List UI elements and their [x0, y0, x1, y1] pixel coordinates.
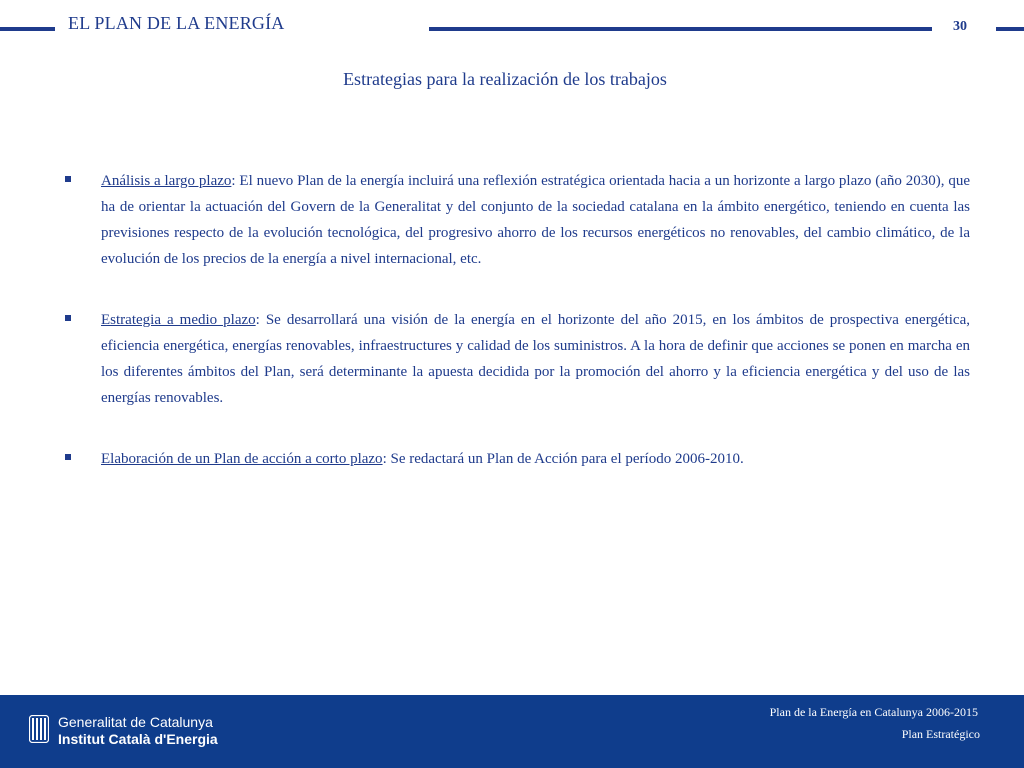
bullet-body-long-term: : El nuevo Plan de la energía incluirá una reflexión estratégica orientada hacia a un horizonte a largo plazo (año 2030), que ha de orientar la actuación del Govern de la Generalitat y del conjunto de la sociedad catalana en la ámbito energético, teniendo en cuenta las previsiones respecto de la evolución tecnológica, del progresivo ahorro de los recursos energéticos no renovables, del cambio climático, de la evolución de los precios de la energía a nivel internacional, etc. [101, 173, 970, 267]
logo-text-institut: Institut Català d'Energia [58, 731, 218, 747]
bullet-paragraph [101, 307, 970, 411]
bullet-item-short-term [62, 446, 970, 472]
square-bullet-icon [65, 176, 71, 182]
page-number: 30 [953, 19, 967, 34]
bullet-body-medium-term: : Se desarrollará una visión de la energía en el horizonte del año 2015, en los ámbitos de prospectiva energética, eficiencia energética, energías renovables, infraestructures y calidad de los suministros. A la hora de definir que acciones se ponen en marcha en los diferentes ámbitos del Plan, será determinante la apuesta decidida por la promoción del ahorro y la eficiencia energética y del uso de las energías renovables. [101, 312, 970, 406]
bullet-heading-long-term: Análisis a largo plazo [101, 173, 232, 189]
logo-text-generalitat: Generalitat de Catalunya [58, 714, 213, 730]
slide-title: Estrategias para la realización de los trabajos [343, 69, 667, 89]
generalitat-emblem-icon [29, 715, 49, 743]
bullet-paragraph [101, 446, 970, 472]
bullet-list [62, 168, 970, 507]
header-rule-middle [429, 27, 932, 31]
section-title: EL PLAN DE LA ENERGÍA [68, 13, 285, 33]
bullet-item-medium-term [62, 307, 970, 411]
footer-document-subtitle: Plan Estratégico [901, 727, 980, 741]
header-rule-right [996, 27, 1024, 31]
bullet-item-long-term [62, 168, 970, 272]
bullet-body-short-term: : Se redactará un Plan de Acción para el período 2006-2010. [382, 451, 744, 467]
bullet-heading-short-term: Elaboración de un Plan de acción a corto plazo [101, 451, 383, 467]
square-bullet-icon [65, 454, 71, 460]
bullet-paragraph [101, 168, 970, 272]
footer-document-title: Plan de la Energía en Catalunya 2006-2015 [769, 705, 978, 719]
footer-bar [0, 695, 1024, 768]
square-bullet-icon [65, 315, 71, 321]
header-rule-left [0, 27, 55, 31]
bullet-heading-medium-term: Estrategia a medio plazo [101, 312, 256, 328]
